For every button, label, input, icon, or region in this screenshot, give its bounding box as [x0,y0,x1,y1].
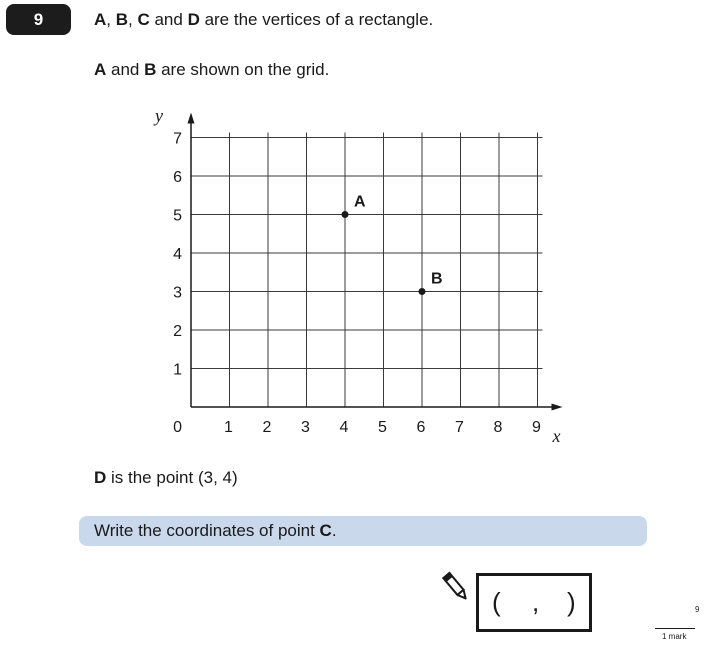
question-prompt-bar [79,516,647,546]
y-axis-label: y [155,105,163,126]
text-segment: are shown on the grid. [156,60,330,79]
x-axis-label: x [552,426,561,446]
prompt-text [94,521,337,541]
y-tick-label: 4 [173,246,182,263]
pencil-icon [441,570,471,604]
answer-comma: , [532,587,540,617]
origin-label: 0 [173,419,182,436]
vertex-c-ref: C [137,10,150,29]
answer-box[interactable] [476,573,592,632]
vertex-a-ref: A [94,10,107,29]
text-segment: is the point (3, 4) [106,468,238,487]
vertex-a-ref: A [94,60,107,79]
text-segment: . [331,521,337,540]
coordinate-grid [140,100,580,450]
x-tick-label: 2 [262,419,272,436]
text-segment: are the vertices of a rectangle. [199,10,434,29]
question-line-2 [94,60,329,80]
y-tick-label: 7 [173,130,182,148]
x-tick-label: 8 [493,419,503,436]
text-segment: , [106,10,116,29]
answer-close-paren: ) [567,587,576,617]
point-label-b: B [431,270,443,288]
x-axis-arrow [552,404,563,411]
question-number-badge: 9 [6,4,71,35]
y-tick-label: 3 [173,284,182,302]
point-a [342,211,349,218]
vertex-c-ref: C [319,521,332,540]
point-label-a: A [354,193,366,211]
question-line-1 [94,10,433,30]
text-segment: Write the coordinates of point [94,521,320,540]
y-tick-label: 6 [173,169,182,186]
y-tick-label: 2 [173,323,182,340]
y-axis-arrow [188,113,195,124]
x-tick-label: 9 [532,419,541,436]
y-tick-label: 5 [173,207,182,225]
vertex-b-ref: B [115,10,129,29]
margin-question-number: 9 [695,605,700,614]
text-segment: , [128,10,138,29]
mark-divider [655,628,695,629]
answer-open-paren: ( [492,587,501,617]
x-tick-label: 4 [339,419,349,436]
y-tick-label: 1 [173,361,182,379]
vertex-d-ref: D [94,468,107,487]
mark-allocation: 1 mark [662,632,687,641]
x-tick-label: 1 [224,419,233,436]
text-segment: and [106,60,145,79]
vertex-d-ref: D [187,10,200,29]
question-line-3 [94,468,238,488]
x-tick-label: 7 [455,419,464,436]
point-b [419,288,426,295]
x-tick-label: 5 [378,419,387,436]
text-segment: and [149,10,188,29]
x-tick-label: 3 [301,419,310,436]
x-tick-label: 6 [416,419,426,436]
vertex-b-ref: B [144,60,157,79]
